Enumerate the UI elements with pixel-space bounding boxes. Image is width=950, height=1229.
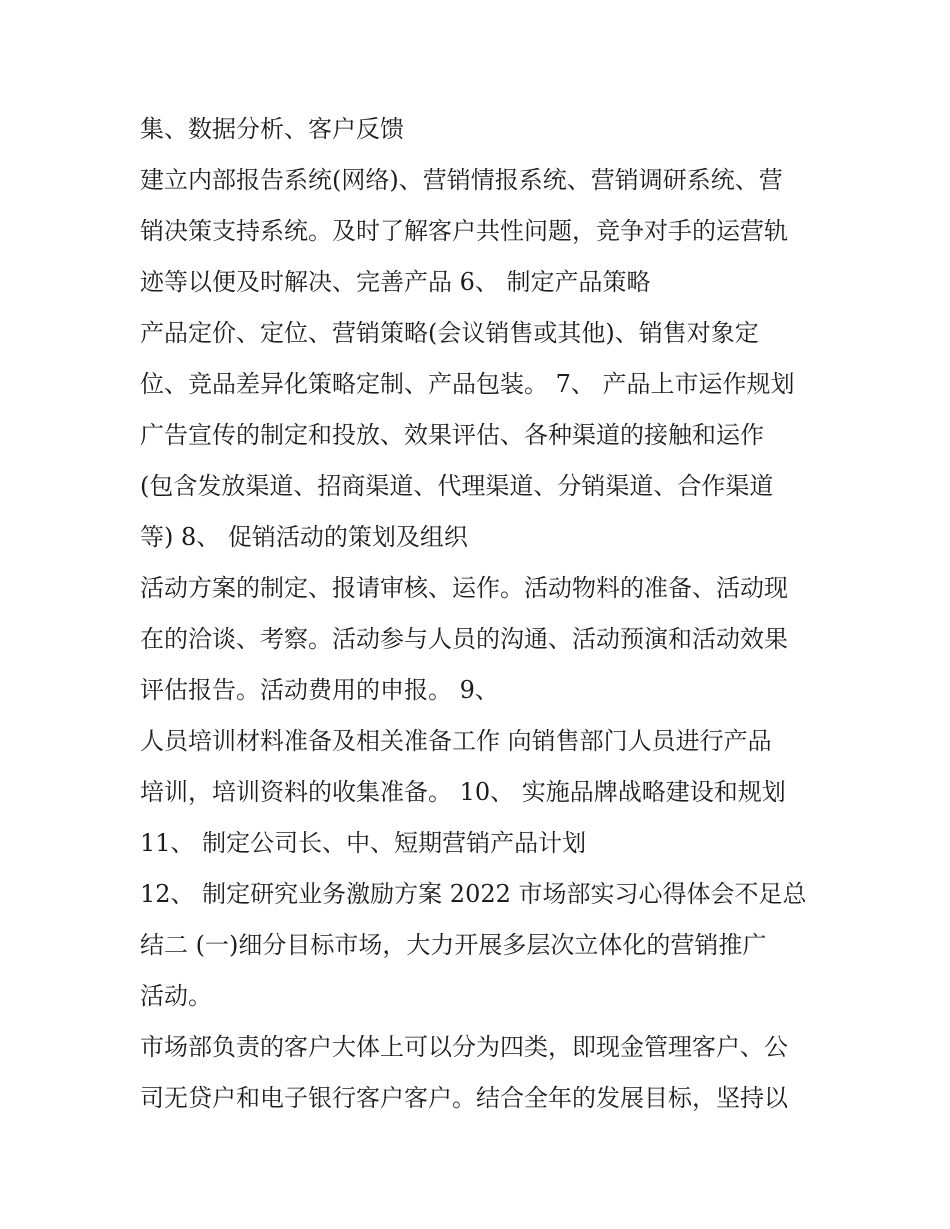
text-line: 市场部负责的客户大体上可以分为四类，即现金管理客户、公 [140,1033,788,1061]
text-line: 人员培训材料准备及相关准备工作 向销售部门人员进行产品 [140,727,772,755]
text-line: 培训，培训资料的收集准备。 10、 实施品牌战略建设和规划 [140,778,786,806]
text-line: 11、 制定公司长、中、短期营销产品计划 [140,829,587,857]
text-line: 结二 (一)细分目标市场，大力开展多层次立体化的营销推广 [140,931,767,959]
text-line: (包含发放渠道、招商渠道、代理渠道、分销渠道、合作渠道 [140,472,774,500]
text-line: 广告宣传的制定和投放、效果评估、各种渠道的接触和运作 [140,421,764,449]
text-line: 活动方案的制定、报请审核、运作。活动物料的准备、活动现 [140,574,788,602]
text-line: 活动。 [140,982,212,1010]
text-line: 销决策支持系统。及时了解客户共性问题，竞争对手的运营轨 [140,217,788,245]
text-line: 集、数据分析、客户反馈 [140,115,404,143]
text-line: 12、 制定研究业务激励方案 2022 市场部实习心得体会不足总 [140,880,807,908]
text-line: 位、竞品差异化策略定制、产品包装。 7、 产品上市运作规划 [140,370,795,398]
text-line: 在的洽谈、考察。活动参与人员的沟通、活动预演和活动效果 [140,625,788,653]
text-line: 建立内部报告系统(网络)、营销情报系统、营销调研系统、营 [140,166,783,194]
text-line: 等) 8、 促销活动的策划及组织 [140,523,468,551]
text-line: 司无贷户和电子银行客户客户。结合全年的发展目标，坚持以 [140,1084,788,1112]
text-line: 产品定价、定位、营销策略(会议销售或其他)、销售对象定 [140,319,759,347]
document-body [140,108,840,1128]
text-line: 迹等以便及时解决、完善产品 6、 制定产品策略 [140,268,651,296]
text-line: 评估报告。活动费用的申报。 9、 [140,676,499,704]
